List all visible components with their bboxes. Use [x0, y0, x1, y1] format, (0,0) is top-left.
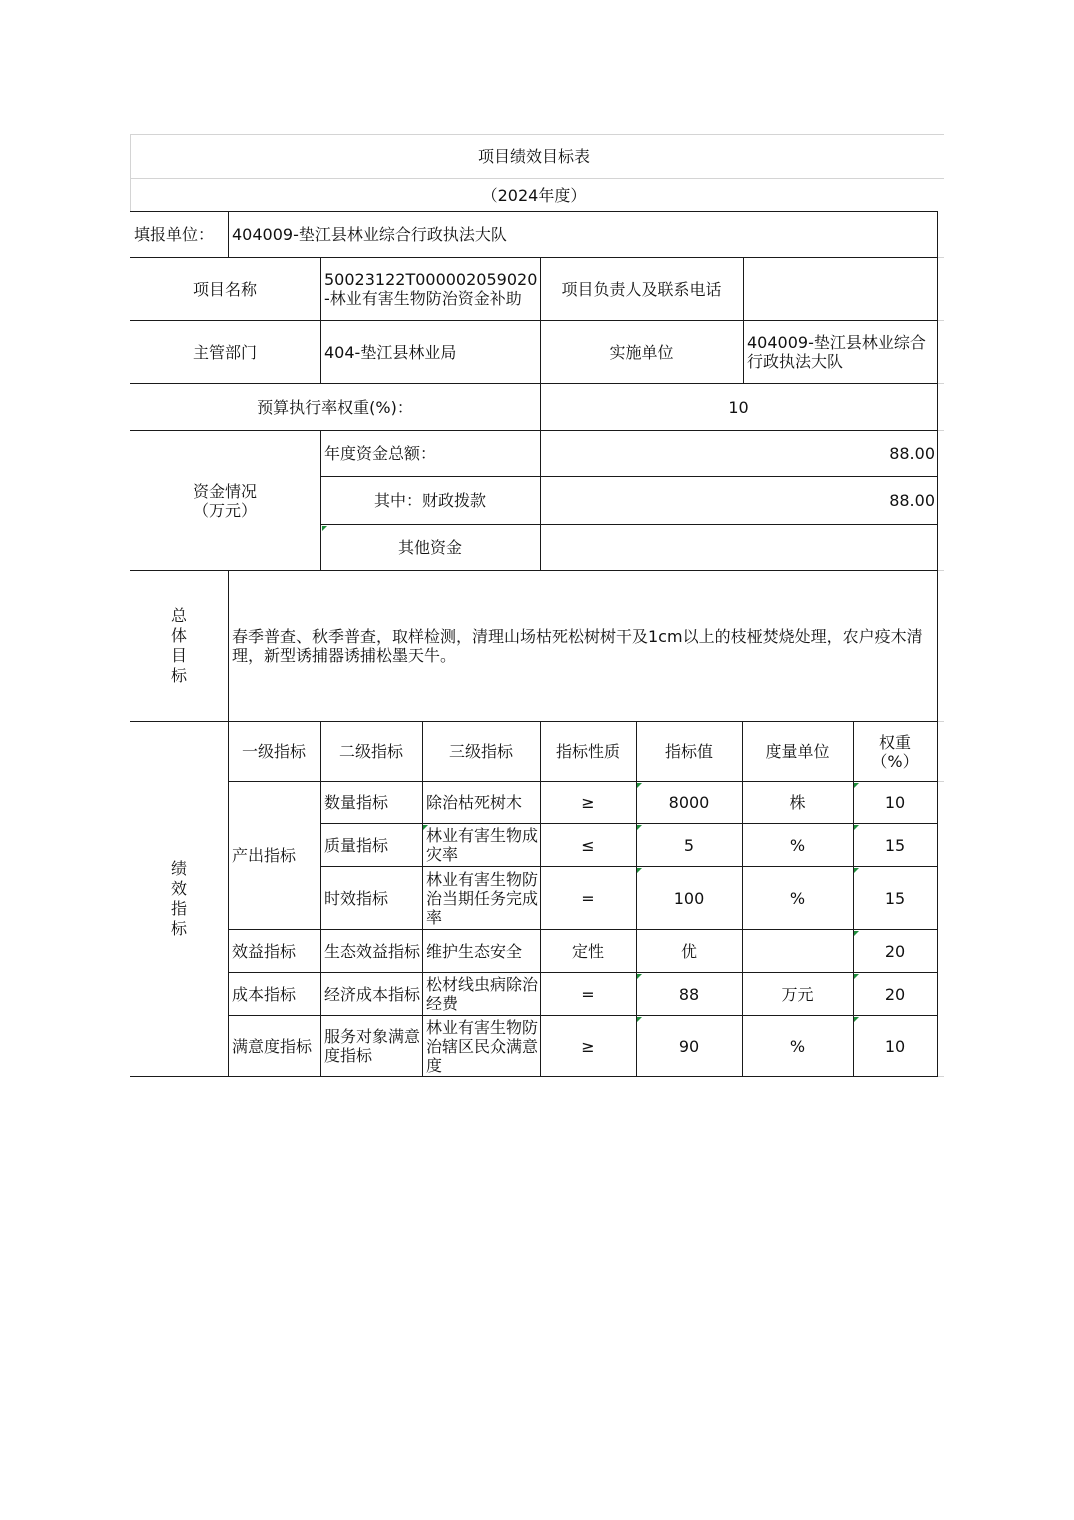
- filler-label: 填报单位：: [134, 225, 215, 244]
- row-unit: [742, 930, 853, 972]
- cell-note-marker: [854, 783, 859, 788]
- row-value: 100: [673, 888, 705, 908]
- row-weight: 10: [884, 1036, 906, 1056]
- project-contact-value: [743, 258, 937, 320]
- goal-label: 总体目标: [170, 606, 187, 685]
- level1-satisfaction: 满意度指标: [232, 1036, 313, 1056]
- row-nature: 定性: [571, 941, 604, 961]
- cell-note-marker: [637, 974, 642, 979]
- cell-note-marker: [854, 1017, 859, 1022]
- row-value: 8000: [668, 793, 710, 812]
- funds-fiscal-label: 其中：财政拨款: [373, 491, 486, 510]
- table-border: [130, 1076, 938, 1077]
- cell-note-marker: [637, 783, 642, 788]
- level1-output: 产出指标: [232, 846, 297, 865]
- budget-weight-value: 10: [728, 397, 749, 417]
- header-nature: 指标性质: [555, 742, 620, 761]
- gridline: [938, 430, 944, 431]
- row-level3: 除治枯死树木: [426, 793, 523, 812]
- row-unit: %: [789, 1036, 806, 1056]
- funds-other-label: 其他资金: [397, 538, 462, 557]
- row-value: 5: [683, 835, 695, 855]
- row-unit: %: [789, 888, 806, 908]
- impl-value: 404009-垫江县林业综合行政执法大队: [747, 333, 926, 371]
- cell-note-marker: [637, 825, 642, 830]
- cell-note-marker: [854, 931, 859, 936]
- row-nature: =: [581, 888, 595, 908]
- row-weight: 15: [884, 888, 906, 908]
- row-level2: 经济成本指标: [324, 984, 421, 1004]
- row-unit: 株: [789, 793, 806, 812]
- cell-note-marker: [322, 526, 327, 531]
- table-border: [937, 211, 938, 1077]
- row-level3: 松材线虫病除治经费: [426, 975, 539, 1013]
- dept-label: 主管部门: [192, 342, 257, 362]
- project-name-label: 项目名称: [192, 279, 257, 299]
- row-weight: 15: [884, 835, 906, 855]
- project-name-value: 50023122T000002059020-林业有害生物防治资金补助: [324, 270, 538, 308]
- row-weight: 10: [884, 793, 906, 812]
- row-level3: 林业有害生物防治辖区民众满意度: [426, 1017, 539, 1075]
- row-level2: 生态效益指标: [324, 941, 421, 961]
- dept-value: 404-垫江县林业局: [324, 342, 457, 362]
- row-value: 优: [680, 941, 697, 961]
- funds-fiscal-value: 88.00: [889, 491, 935, 510]
- cell-note-marker: [637, 868, 642, 873]
- cell-note-marker: [854, 868, 859, 873]
- row-nature: ≥: [581, 1036, 595, 1056]
- goal-text: 春季普查、秋季普查，取样检测，清理山场枯死松树树干及1cm以上的枝桠焚烧处理，农户疫木清理，新型诱捕器诱捕松墨天牛。: [232, 627, 923, 665]
- funds-label: 资金情况 （万元）: [192, 481, 257, 520]
- document-year: （2024年度）: [481, 185, 587, 205]
- indicators-section-label: 绩效指标: [170, 859, 187, 938]
- row-level3: 林业有害生物成灾率: [426, 826, 539, 864]
- project-contact-label: 项目负责人及联系电话: [561, 279, 722, 299]
- row-nature: ≤: [581, 835, 595, 855]
- header-level1: 一级指标: [241, 742, 306, 761]
- row-level2: 数量指标: [324, 793, 389, 812]
- row-unit: 万元: [781, 984, 814, 1004]
- gridline: [938, 721, 944, 722]
- budget-weight-label: 预算执行率权重(%)：: [257, 397, 413, 417]
- gridline: [938, 781, 944, 782]
- row-value: 90: [678, 1036, 700, 1056]
- impl-label: 实施单位: [609, 342, 674, 362]
- cell-note-marker: [637, 1017, 642, 1022]
- funds-total-label: 年度资金总额：: [324, 444, 437, 463]
- header-value: 指标值: [664, 742, 713, 761]
- row-level2: 质量指标: [324, 835, 389, 855]
- cell-note-marker: [423, 825, 428, 830]
- row-nature: ≥: [581, 793, 595, 812]
- header-unit: 度量单位: [765, 742, 830, 761]
- cell-note-marker: [854, 974, 859, 979]
- funds-other-value: [540, 525, 937, 570]
- funds-total-value: 88.00: [889, 444, 935, 463]
- header-level3: 三级指标: [448, 742, 513, 761]
- header-level2: 二级指标: [338, 742, 403, 761]
- gridline: [938, 257, 944, 258]
- row-level3: 维护生态安全: [426, 941, 523, 961]
- row-unit: %: [789, 835, 806, 855]
- header-weight: 权重 （%）: [871, 732, 919, 771]
- gridline: [938, 383, 944, 384]
- row-value: 88: [678, 984, 700, 1004]
- level1-benefit: 效益指标: [232, 941, 297, 961]
- row-nature: =: [581, 984, 595, 1004]
- level1-cost: 成本指标: [232, 984, 297, 1004]
- row-level3: 林业有害生物防治当期任务完成率: [426, 869, 539, 927]
- document-title: 项目绩效目标表: [477, 146, 590, 166]
- cell-note-marker: [854, 825, 859, 830]
- gridline: [938, 570, 944, 571]
- gridline: [938, 1076, 944, 1077]
- row-weight: 20: [884, 984, 906, 1004]
- row-level2: 时效指标: [324, 888, 389, 908]
- gridline: [938, 320, 944, 321]
- row-level2: 服务对象满意度指标: [324, 1027, 421, 1065]
- row-weight: 20: [884, 941, 906, 961]
- filler-value: 404009-垫江县林业综合行政执法大队: [232, 225, 507, 244]
